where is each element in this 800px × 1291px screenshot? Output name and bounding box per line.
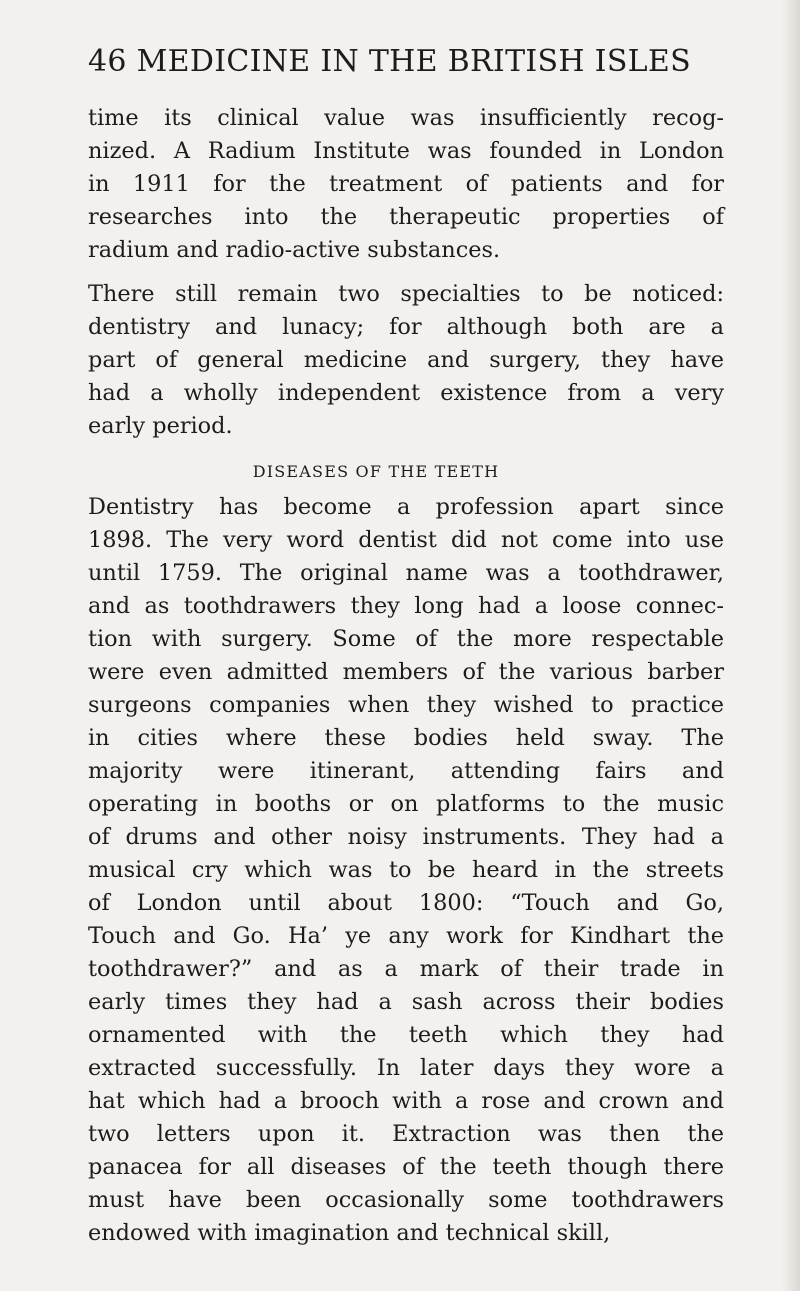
- text-line: part of general medicine and surgery, they have: [88, 347, 724, 373]
- paragraph-dentistry: [88, 491, 724, 1250]
- text-line: majority were itinerant, attending fairs and: [88, 758, 724, 784]
- paragraph-radium: [88, 102, 724, 267]
- text-line: dentistry and lunacy; for although both are a: [88, 314, 724, 340]
- running-header: [88, 44, 728, 79]
- text-line: were even admitted members of the various barber: [88, 659, 724, 685]
- text-line: extracted successfully. In later days they wore a: [88, 1055, 724, 1081]
- text-line: Touch and Go. Ha’ ye any work for Kindhart the: [88, 923, 724, 949]
- text-line: until 1759. The original name was a toothdrawer,: [88, 560, 724, 586]
- section-heading: DISEASES OF THE TEETH: [252, 462, 500, 481]
- running-title: MEDICINE IN THE BRITISH ISLES: [136, 44, 691, 79]
- text-line: operating in booths or on platforms to the music: [88, 791, 724, 817]
- text-line: ornamented with the teeth which they had: [88, 1022, 724, 1048]
- body-text: [88, 102, 724, 1250]
- page-number: 46: [88, 44, 127, 79]
- text-line: time its clinical value was insufficiently recog-: [88, 105, 724, 131]
- text-line: early period.: [88, 413, 233, 439]
- paragraph-specialties: [88, 278, 724, 443]
- text-line: radium and radio-active substances.: [88, 237, 501, 263]
- text-line: hat which had a brooch with a rose and crown and: [88, 1088, 724, 1114]
- text-line: must have been occasionally some toothdrawers: [88, 1187, 724, 1213]
- text-line: in cities where these bodies held sway. The: [88, 725, 724, 751]
- text-line: of London until about 1800: “Touch and Go,: [88, 890, 724, 916]
- text-line: nized. A Radium Institute was founded in London: [88, 138, 724, 164]
- text-line: surgeons companies when they wished to practice: [88, 692, 724, 718]
- text-line: and as toothdrawers they long had a loose connec-: [88, 593, 724, 619]
- text-line: in 1911 for the treatment of patients and for: [88, 171, 724, 197]
- text-line: early times they had a sash across their bodies: [88, 989, 724, 1015]
- text-line: panacea for all diseases of the teeth though there: [88, 1154, 724, 1180]
- text-line: of drums and other noisy instruments. They had a: [88, 824, 724, 850]
- page-edge-shadow: [782, 0, 800, 1291]
- text-line: tion with surgery. Some of the more respectable: [88, 626, 724, 652]
- text-line: 1898. The very word dentist did not come into use: [88, 527, 724, 553]
- text-line: researches into the therapeutic properties of: [88, 204, 724, 230]
- text-line: There still remain two specialties to be noticed:: [88, 281, 724, 307]
- text-line: had a wholly independent existence from a very: [88, 380, 724, 406]
- text-line: musical cry which was to be heard in the streets: [88, 857, 724, 883]
- text-line: toothdrawer?” and as a mark of their trade in: [88, 956, 724, 982]
- text-line: endowed with imagination and technical skill,: [88, 1220, 611, 1246]
- text-line: Dentistry has become a profession apart since: [88, 494, 724, 520]
- text-line: two letters upon it. Extraction was then the: [88, 1121, 724, 1147]
